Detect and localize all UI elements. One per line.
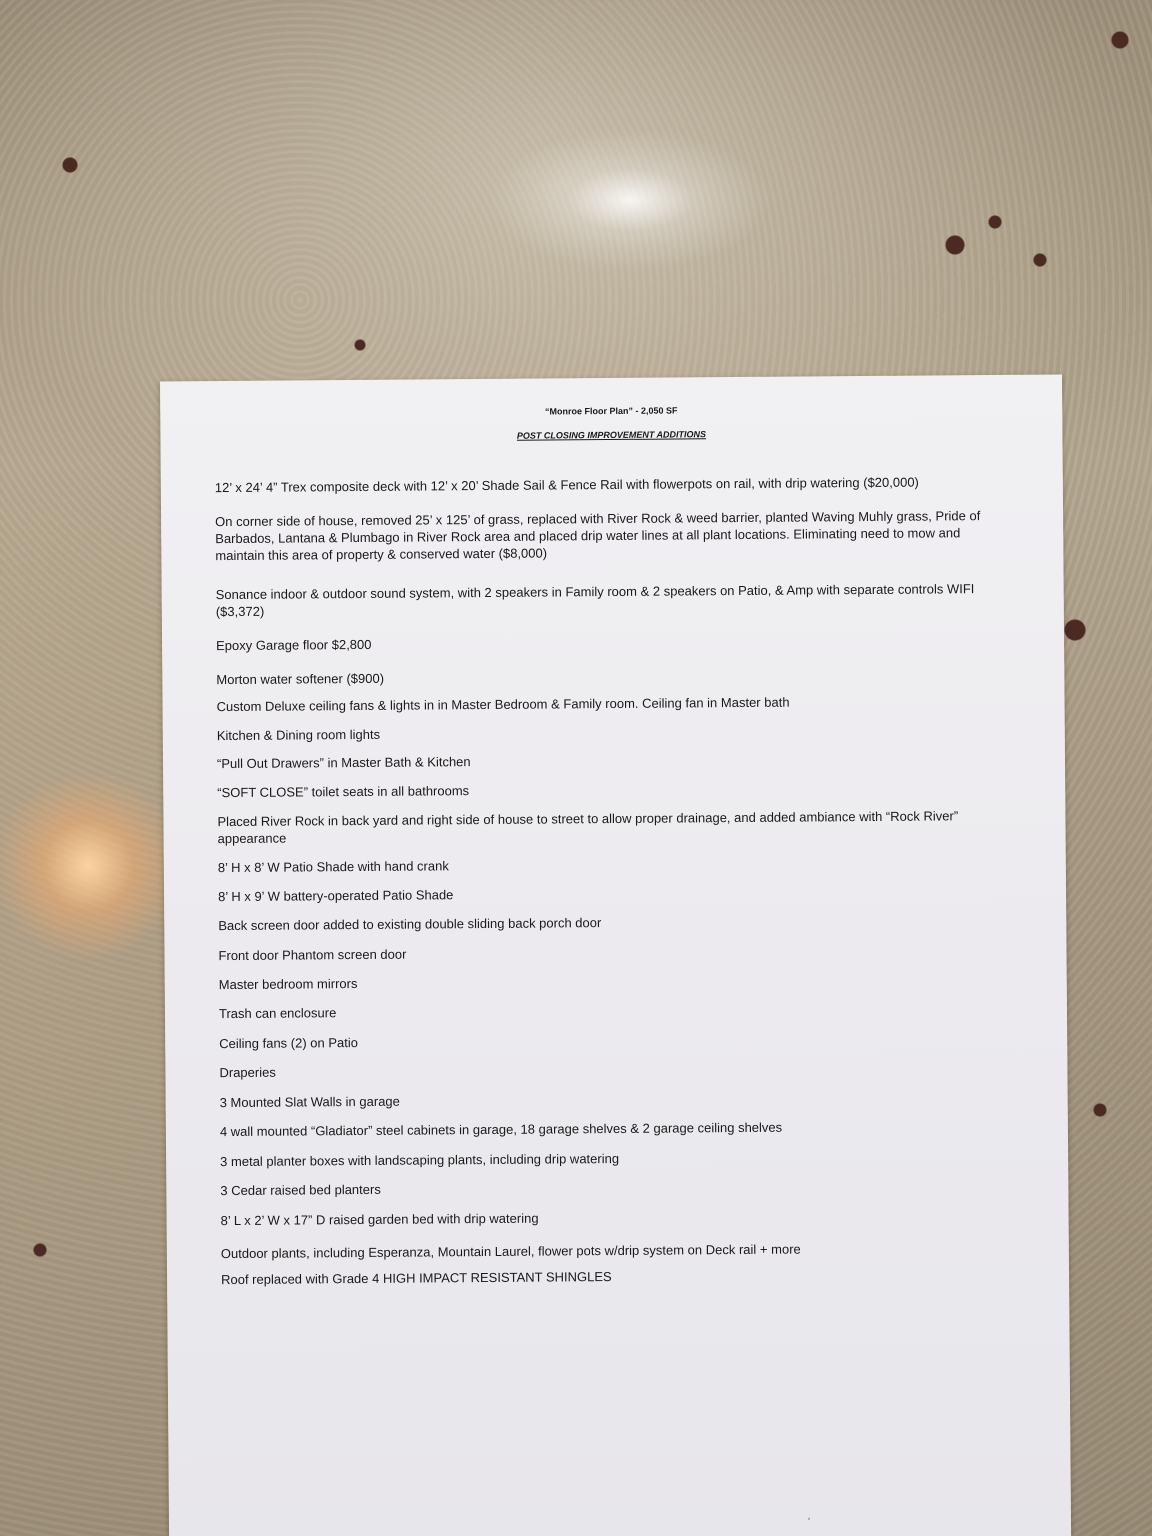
list-item: On corner side of house, removed 25’ x 125’ of grass, replaced with River Rock & weed barrier, planted Waving Muhly grass, Pride of Barbados, Lantana & Plumbago in River Rock area and placed drip water lines at all plant locations. Eliminating need to mow and maintain this area of property & conserved water ($8,000) xyxy=(215,508,981,564)
list-item: Back screen door added to existing double sliding back porch door xyxy=(218,915,602,934)
paper-sheet xyxy=(160,374,1071,1536)
list-item: 8’ H x 9’ W battery-operated Patio Shade xyxy=(218,887,454,905)
list-item: Outdoor plants, including Esperanza, Mountain Laurel, flower pots w/drip system on Deck rail + more xyxy=(220,1241,801,1262)
document-subtitle: POST CLOSING IMPROVEMENT ADDITIONS xyxy=(516,429,707,441)
list-item: 8’ H x 8’ W Patio Shade with hand crank xyxy=(217,858,449,876)
list-item: Draperies xyxy=(219,1064,276,1081)
list-item: Morton water softener ($900) xyxy=(216,670,385,688)
list-item: 12’ x 24’ 4” Trex composite deck with 12’ x 20’ Shade Sail & Fence Rail with flowerpots on rail, with drip watering ($20,000) xyxy=(214,474,919,496)
list-item: Kitchen & Dining room lights xyxy=(216,726,381,744)
list-item: Master bedroom mirrors xyxy=(218,976,358,993)
list-item: Ceiling fans (2) on Patio xyxy=(219,1035,359,1052)
list-item: Custom Deluxe ceiling fans & lights in in Master Bedroom & Family room. Ceiling fan in Master bath xyxy=(216,694,790,715)
pen-mark: ˌ xyxy=(806,1506,811,1521)
list-item: “Pull Out Drawers” in Master Bath & Kitchen xyxy=(216,754,471,772)
list-item: Placed River Rock in back yard and right side of house to street to allow proper drainage, and added ambiance with “Rock River” appearance xyxy=(217,808,959,847)
list-item: 3 metal planter boxes with landscaping plants, including drip watering xyxy=(220,1150,620,1170)
list-item: Epoxy Garage floor $2,800 xyxy=(216,636,372,654)
list-item: 3 Cedar raised bed planters xyxy=(220,1181,381,1199)
list-item: Roof replaced with Grade 4 HIGH IMPACT RESISTANT SHINGLES xyxy=(221,1269,612,1288)
list-item: Sonance indoor & outdoor sound system, with 2 speakers in Family room & 2 speakers on Patio, & Amp with separate controls WIFI ($3,372) xyxy=(215,581,975,620)
list-item: 4 wall mounted “Gladiator” steel cabinets in garage, 18 garage shelves & 2 garage ceiling shelves xyxy=(219,1119,783,1140)
document-title: “Monroe Floor Plan” - 2,050 SF xyxy=(544,405,678,417)
list-item: Front door Phantom screen door xyxy=(218,946,407,964)
list-item: 8’ L x 2’ W x 17” D raised garden bed with drip watering xyxy=(220,1210,539,1229)
list-item: Trash can enclosure xyxy=(218,1005,337,1022)
list-item: 3 Mounted Slat Walls in garage xyxy=(219,1093,400,1111)
list-item: “SOFT CLOSE” toilet seats in all bathrooms xyxy=(217,783,470,801)
